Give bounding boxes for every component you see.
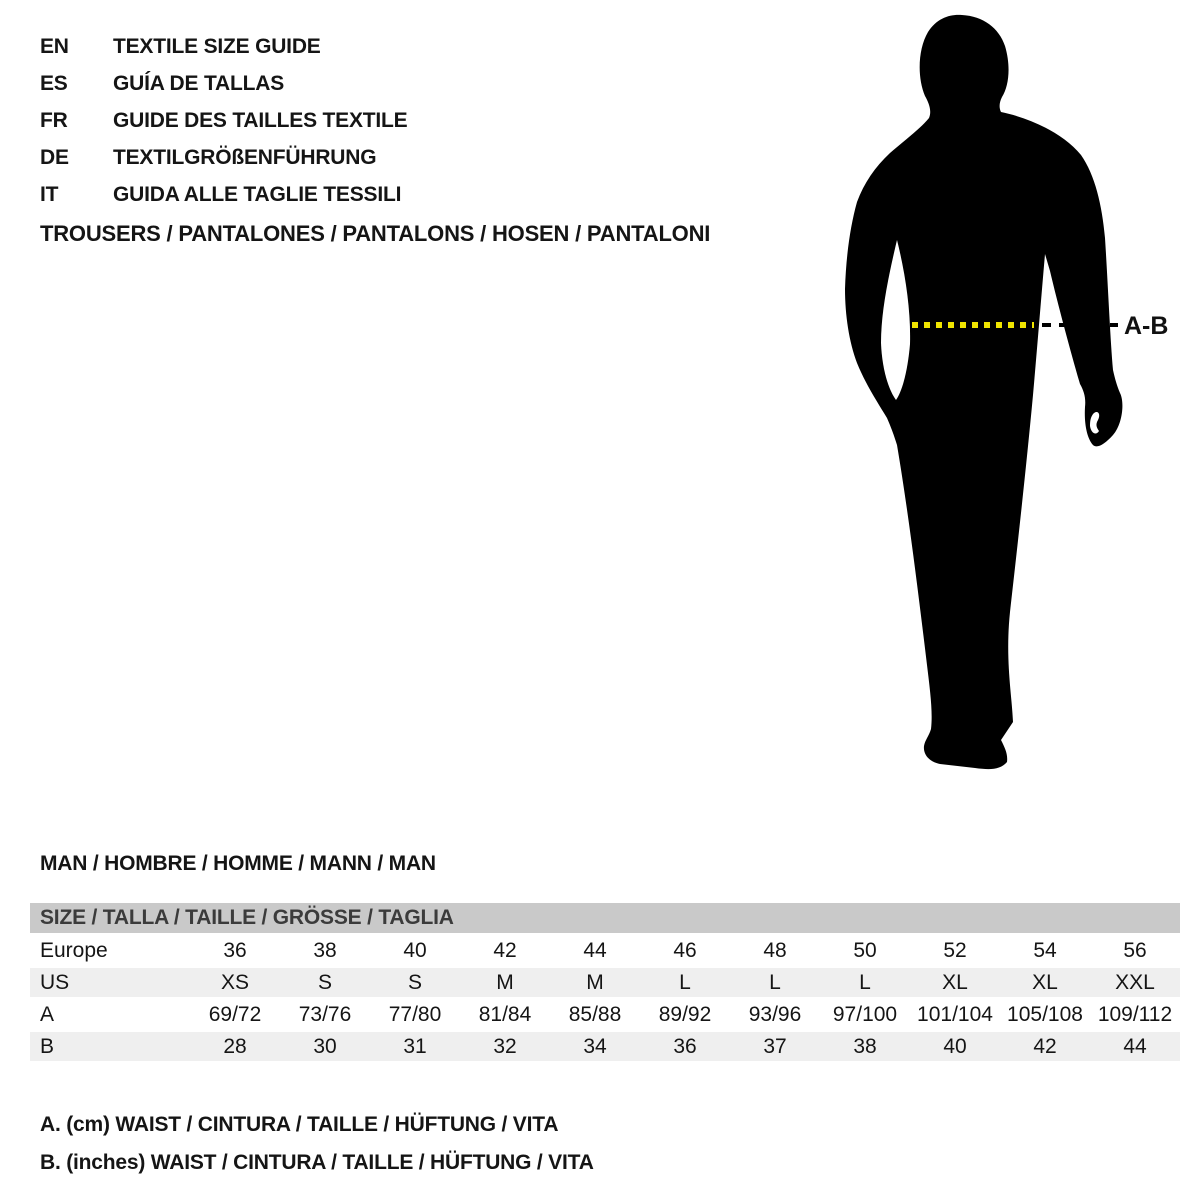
table-cell: XXL — [1115, 970, 1155, 994]
table-cell: 73/76 — [298, 1002, 352, 1026]
table-cell: 101/104 — [917, 1002, 993, 1026]
row-label: Europe — [40, 938, 108, 962]
table-cell: S — [407, 970, 422, 994]
footnotes — [40, 1106, 594, 1182]
table-row-us — [30, 968, 1180, 997]
table-cell: 31 — [403, 1034, 427, 1058]
table-cell: 44 — [1123, 1034, 1147, 1058]
table-cell: 38 — [313, 938, 337, 962]
size-table — [30, 933, 1180, 1064]
table-row-b — [30, 1032, 1180, 1061]
language-code: FR — [40, 108, 68, 132]
table-cell: 109/112 — [1097, 1002, 1173, 1026]
table-cell: 48 — [763, 938, 787, 962]
language-label: GUIDA ALLE TAGLIE TESSILI — [113, 182, 402, 206]
language-row-en — [40, 28, 407, 65]
table-cell: 46 — [673, 938, 697, 962]
table-cell: 85/88 — [568, 1002, 622, 1026]
table-cell: 42 — [1033, 1034, 1057, 1058]
table-cell: M — [586, 970, 604, 994]
table-cell: 32 — [493, 1034, 517, 1058]
footnote-b: B. (inches) WAIST / CINTURA / TAILLE / HÜFTUNG / VITA — [40, 1151, 594, 1174]
language-code: EN — [40, 34, 69, 58]
table-cell: 44 — [583, 938, 607, 962]
table-cell: S — [317, 970, 332, 994]
table-cell: 77/80 — [388, 1002, 442, 1026]
language-code: IT — [40, 182, 59, 206]
table-cell: 28 — [223, 1034, 247, 1058]
table-cell: 37 — [763, 1034, 787, 1058]
table-cell: 52 — [943, 938, 967, 962]
language-list — [40, 28, 407, 213]
table-cell: L — [859, 970, 871, 994]
language-row-de — [40, 139, 407, 176]
man-silhouette — [845, 15, 1122, 769]
language-code: ES — [40, 71, 68, 95]
table-cell: 38 — [853, 1034, 877, 1058]
footnote-a: A. (cm) WAIST / CINTURA / TAILLE / HÜFTUNG / VITA — [40, 1113, 559, 1136]
table-cell: M — [496, 970, 514, 994]
language-label: TEXTILE SIZE GUIDE — [113, 34, 321, 58]
man-silhouette-figure — [830, 0, 1200, 810]
language-row-it — [40, 176, 407, 213]
row-label: B — [40, 1034, 55, 1058]
row-label: A — [40, 1002, 55, 1026]
table-row-a — [30, 1000, 1180, 1029]
category-title: TROUSERS / PANTALONES / PANTALONS / HOSEN / PANTALONI — [40, 221, 711, 246]
table-cell: 93/96 — [748, 1002, 802, 1026]
table-cell: 40 — [943, 1034, 967, 1058]
table-row-europe — [30, 936, 1180, 965]
table-cell: 97/100 — [832, 1002, 898, 1026]
language-label: GUIDE DES TAILLES TEXTILE — [113, 108, 408, 132]
language-label: GUÍA DE TALLAS — [113, 71, 285, 95]
table-cell: L — [679, 970, 691, 994]
size-table-header: SIZE / TALLA / TAILLE / GRÖSSE / TAGLIA — [30, 903, 1180, 933]
language-code: DE — [40, 145, 69, 169]
table-cell: 89/92 — [658, 1002, 712, 1026]
section-title: MAN / HOMBRE / HOMME / MANN / MAN — [40, 852, 436, 875]
language-row-es — [40, 65, 407, 102]
row-label: US — [40, 970, 70, 994]
table-cell: 36 — [223, 938, 247, 962]
size-table-body — [30, 936, 1180, 1061]
size-table-section — [30, 903, 1180, 1064]
table-cell: 69/72 — [208, 1002, 262, 1026]
table-cell: XS — [220, 970, 249, 994]
table-cell: 42 — [493, 938, 517, 962]
table-cell: 40 — [403, 938, 427, 962]
table-cell: 36 — [673, 1034, 697, 1058]
table-cell: 105/108 — [1007, 1002, 1083, 1026]
table-cell: 56 — [1123, 938, 1147, 962]
table-cell: 50 — [853, 938, 877, 962]
measure-label: A-B — [1124, 312, 1169, 340]
table-cell: 81/84 — [478, 1002, 532, 1026]
table-cell: XL — [1032, 970, 1058, 994]
table-cell: 34 — [583, 1034, 607, 1058]
table-cell: XL — [942, 970, 968, 994]
table-cell: 54 — [1033, 938, 1057, 962]
language-row-fr — [40, 102, 407, 139]
language-label: TEXTILGRÖßENFÜHRUNG — [113, 145, 377, 169]
table-cell: 30 — [313, 1034, 337, 1058]
table-cell: L — [769, 970, 781, 994]
